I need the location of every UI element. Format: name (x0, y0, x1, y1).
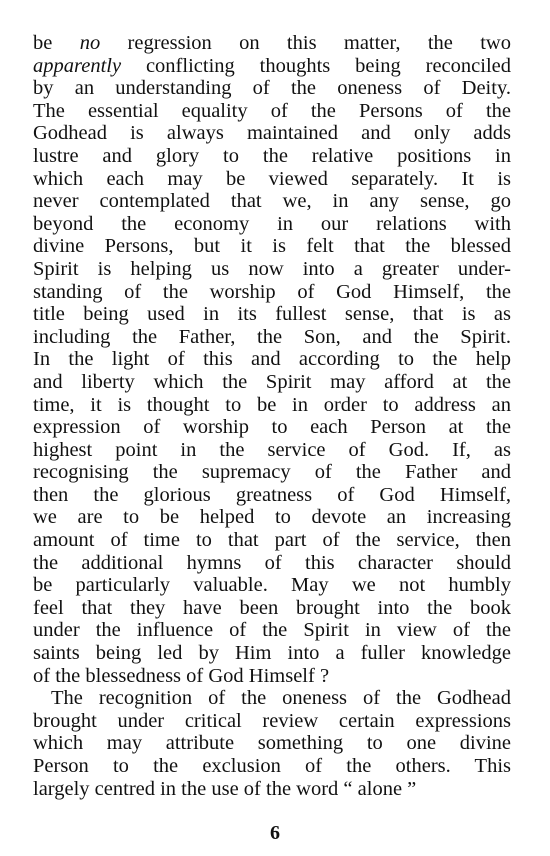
text-line (33, 303, 511, 326)
text-line (33, 122, 511, 145)
text-line (33, 665, 511, 688)
text-line (33, 484, 511, 507)
text-run: recognising the supremacy of the Father and (33, 461, 511, 484)
text-run: lustre and glory to the relative positions in (33, 144, 511, 167)
text-line (33, 371, 511, 394)
text-run: time, it is thought to be in order to address an (33, 393, 511, 416)
text-run: In the light of this and according to the help (33, 348, 511, 371)
text-line (33, 281, 511, 304)
text-run: by an understanding of the oneness of Deity. (33, 77, 511, 100)
text-run: then the glorious greatness of God Himself, (33, 483, 511, 506)
text-run: and liberty which the Spirit may afford at the (33, 370, 511, 393)
text-run: be (33, 32, 80, 54)
text-line (33, 732, 511, 755)
text-line (33, 642, 511, 665)
paragraph (33, 687, 511, 800)
text-line (33, 619, 511, 642)
text-run: under the influence of the Spirit in view of the (33, 619, 511, 642)
text-line (33, 461, 511, 484)
text-run: The recognition of the oneness of the Godhead (51, 687, 511, 710)
text-run: standing of the worship of God Himself, the (33, 280, 511, 303)
text-line (33, 326, 511, 349)
text-run: conflicting thoughts being reconciled (121, 54, 511, 77)
text-run: the additional hymns of this character should (33, 551, 511, 574)
text-line (33, 168, 511, 191)
text-line (33, 552, 511, 575)
text-run: beyond the economy in our relations with (33, 212, 511, 235)
text-run: title being used in its fullest sense, that is as (33, 303, 511, 326)
paragraph (33, 32, 511, 687)
text-line (33, 597, 511, 620)
text-line (33, 574, 511, 597)
text-line (33, 55, 511, 78)
text-run: largely centred in the use of the word “ alone ” (33, 777, 417, 800)
text-line (33, 100, 511, 123)
text-run: including the Father, the Son, and the Spirit. (33, 325, 511, 348)
text-run: The essential equality of the Persons of the (33, 99, 511, 122)
text-line (33, 348, 511, 371)
text-run: saints being led by Him into a fuller knowledge (33, 642, 511, 665)
text-line (33, 506, 511, 529)
page-number: 6 (270, 822, 280, 844)
text-line (33, 145, 511, 168)
text-run: regression on this matter, the two (100, 32, 511, 54)
text-run: expression of worship to each Person at the (33, 416, 511, 439)
text-run: which may attribute something to one divine (33, 732, 511, 755)
text-line (33, 755, 511, 778)
italic-text: no (79, 32, 101, 54)
text-run: Spirit is helping us now into a greater under- (33, 257, 511, 280)
text-run: amount of time to that part of the service, then (33, 529, 511, 552)
text-run: brought under critical review certain expressions (33, 709, 511, 732)
text-run: we are to be helped to devote an increasing (33, 506, 511, 529)
text-line (33, 190, 511, 213)
text-run: never contemplated that we, in any sense, go (33, 190, 511, 213)
body-text (33, 32, 511, 800)
text-run: be particularly valuable. May we not humbly (33, 574, 511, 597)
text-line (33, 778, 511, 801)
text-line (33, 687, 511, 710)
text-line (33, 235, 511, 258)
text-line (33, 77, 511, 100)
text-run: highest point in the service of God. If, as (33, 438, 511, 461)
text-line (33, 416, 511, 439)
text-line (33, 32, 511, 55)
text-line (33, 710, 511, 733)
text-run: of the blessedness of God Himself ? (33, 664, 330, 687)
text-run: divine Persons, but it is felt that the blessed (33, 235, 511, 258)
text-line (33, 258, 511, 281)
text-run: feel that they have been brought into the book (33, 596, 511, 619)
text-run: which each may be viewed separately. It is (33, 167, 511, 190)
italic-text: apparently (33, 54, 122, 77)
text-line (33, 529, 511, 552)
text-line (33, 213, 511, 236)
text-line (33, 394, 511, 417)
text-run: Godhead is always maintained and only adds (33, 122, 511, 145)
text-run: Person to the exclusion of the others. This (33, 755, 511, 777)
text-line (33, 439, 511, 462)
